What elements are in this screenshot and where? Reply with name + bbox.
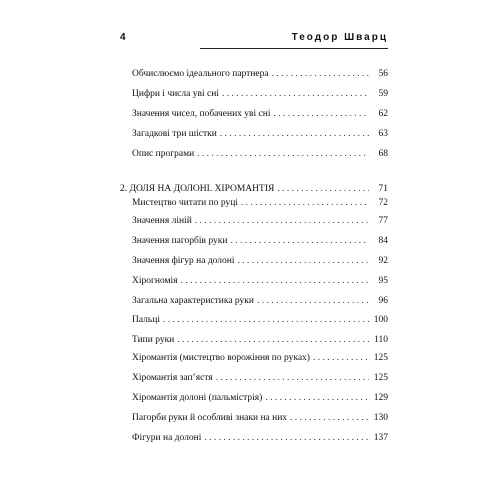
toc-entry (132, 392, 388, 404)
toc-entry-title: Хіромантія долоні (пальмістрія) (132, 393, 263, 403)
page-number: 4 (120, 32, 126, 43)
toc-entry-page: 100 (373, 315, 388, 325)
toc-entry (132, 314, 388, 326)
dot-leader (204, 432, 369, 444)
toc-entry-title: Хіромантія (мистецтво ворожіння по руках) (132, 353, 310, 363)
toc-entry (132, 255, 388, 267)
toc-entry-page: 63 (378, 129, 388, 139)
dot-leader (197, 148, 369, 160)
toc-entry-title: Хіромантія зап’ястя (132, 373, 213, 383)
toc-entry-page: 129 (373, 393, 388, 403)
toc-entry-page: 130 (373, 413, 388, 423)
toc-entry-title: Мистецтво читати по руці (132, 198, 238, 208)
dot-leader (195, 215, 369, 227)
toc-entry (132, 235, 388, 247)
toc-entry-title: Цифри і числа уві сні (132, 89, 219, 99)
toc-entry-title: Значення чисел, побачених уві сні (132, 109, 271, 119)
toc-entry-title: Обчислюємо ідеального партнера (132, 69, 269, 79)
toc-entry (132, 275, 388, 287)
dot-leader (257, 295, 369, 307)
toc-entry (132, 128, 388, 140)
running-head: Теодор Шварц (291, 32, 388, 43)
toc-entry-page: 59 (378, 89, 388, 99)
dot-leader (265, 392, 369, 404)
toc-entry-title: Значення пагорбів руки (132, 236, 228, 246)
toc-entry-page: 95 (378, 276, 388, 286)
toc-entry-page: 62 (378, 109, 388, 119)
toc-entry-page: 96 (378, 296, 388, 306)
toc-entry (132, 334, 388, 346)
dot-leader (220, 128, 369, 140)
toc-entry-page: 72 (378, 198, 388, 208)
dot-leader (290, 412, 369, 424)
dot-leader (181, 275, 369, 287)
toc-entry (132, 197, 388, 209)
toc-entry-title: Значення ліній (132, 216, 192, 226)
dot-leader (273, 108, 369, 120)
toc-entry (132, 352, 388, 364)
toc-entry (132, 412, 388, 424)
toc-entry (132, 68, 388, 80)
toc-entry-page: 125 (373, 353, 388, 363)
toc-entry (132, 108, 388, 120)
toc-entry-title: Опис програми (132, 149, 195, 159)
dot-leader (241, 197, 369, 209)
dot-leader (230, 235, 369, 247)
toc-entry-page: 110 (374, 335, 388, 345)
toc-entry-page: 56 (378, 69, 388, 79)
toc-entry (132, 88, 388, 100)
dot-leader (313, 352, 369, 364)
toc-entry-title: Пагорби руки й особливі знаки на них (132, 413, 288, 423)
toc-entry-page: 84 (378, 236, 388, 246)
toc-entry-title: Загальна характеристика руки (132, 296, 255, 306)
toc-entry-title: Загадкові три шістки (132, 129, 217, 139)
toc-entry (132, 295, 388, 307)
toc-entry-title: Пальці (132, 315, 160, 325)
toc-entry (132, 215, 388, 227)
dot-leader (272, 68, 369, 80)
toc-entry-title: Хірогномія (132, 276, 178, 286)
toc-chapter-title: 2. ДОЛЯ НА ДОЛОНІ. ХІРОМАНТІЯ (120, 184, 275, 194)
toc-entry-title: Фігури на долоні (132, 433, 202, 443)
toc-entry-title: Типи руки (132, 335, 175, 345)
table-of-contents (120, 0, 388, 500)
dot-leader (238, 255, 369, 267)
toc-entry-page: 77 (378, 216, 388, 226)
dot-leader (222, 88, 369, 100)
toc-chapter-heading (120, 183, 388, 195)
dot-leader (216, 372, 369, 384)
dot-leader (163, 314, 369, 326)
toc-entry-page: 125 (373, 373, 388, 383)
toc-entry-page: 137 (373, 433, 388, 443)
toc-entry-title: Значення фігур на долоні (132, 256, 235, 266)
toc-entry-page: 68 (378, 149, 388, 159)
toc-entry (132, 372, 388, 384)
toc-chapter-page: 71 (378, 184, 388, 194)
toc-entry (132, 148, 388, 160)
toc-entry (132, 432, 388, 444)
dot-leader (277, 183, 369, 195)
dot-leader (177, 334, 369, 346)
toc-entry-page: 92 (378, 256, 388, 266)
